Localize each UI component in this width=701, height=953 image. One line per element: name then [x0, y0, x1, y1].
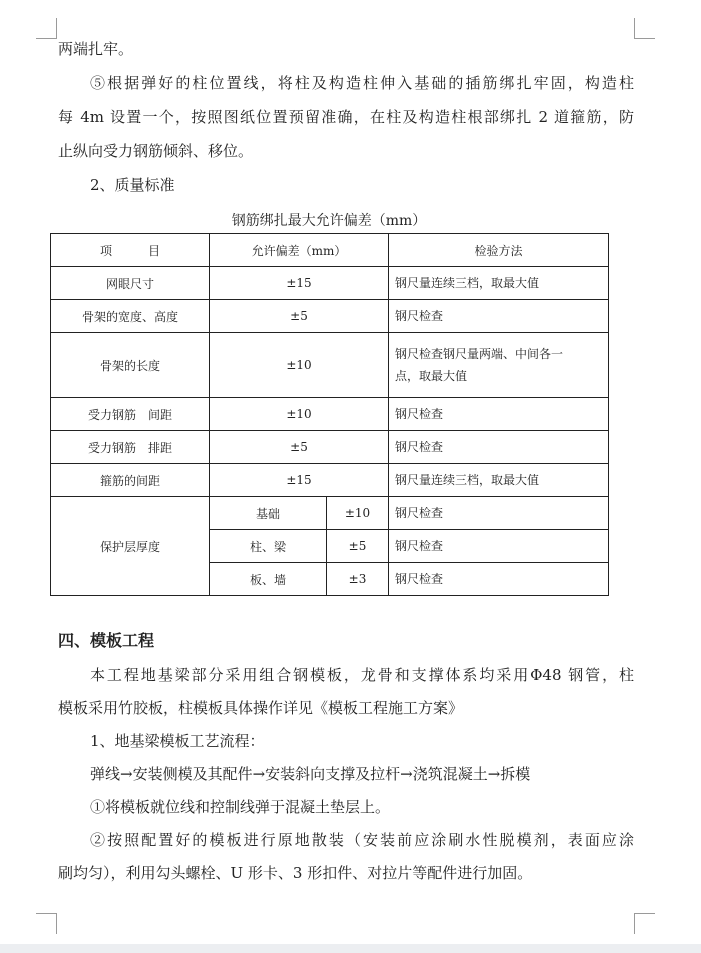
step-1: ①将模板就位线和控制线弹于混凝土垫层上。	[90, 798, 391, 816]
table-row	[51, 464, 609, 497]
row-tolerance: ±5	[210, 431, 389, 464]
step-2-line1: ②按照配置好的模板进行原地散装（安装前应涂刷水性脱模剂，表面应涂	[90, 831, 634, 849]
row-method: 钢尺量连续三档，取最大值	[389, 464, 609, 497]
crop-mark-bottom-left	[36, 913, 57, 934]
row-method: 钢尺量连续三档，取最大值	[389, 267, 609, 300]
row-tolerance: ±10	[210, 398, 389, 431]
process-flow: 弹线→安装侧模及其配件→安装斜向支撑及拉杆→浇筑混凝土→拆模	[90, 765, 531, 783]
row-tolerance: ±5	[210, 300, 389, 333]
subheading-flow: 1、地基梁模板工艺流程：	[90, 732, 265, 750]
cover-method: 钢尺检查	[389, 563, 609, 596]
section-heading-formwork: 四、模板工程	[58, 631, 155, 650]
row-item: 骨架的长度	[51, 333, 210, 398]
cover-tolerance: ±3	[327, 563, 389, 596]
paragraph-continuation: 两端扎牢。	[58, 40, 134, 58]
section-intro-line2: 模板采用竹胶板，柱模板具体操作详见《模板工程施工方案》	[58, 699, 464, 717]
tolerance-table	[50, 233, 609, 596]
paragraph-step5-line3: 止纵向受力钢筋倾斜、移位。	[58, 142, 254, 160]
row-item: 网眼尺寸	[51, 267, 210, 300]
header-item: 项 目	[51, 234, 210, 267]
row-tolerance: ±15	[210, 267, 389, 300]
table-header-row	[51, 234, 609, 267]
cover-method: 钢尺检查	[389, 530, 609, 563]
table-row	[51, 300, 609, 333]
row-item: 受力钢筋 间距	[51, 398, 210, 431]
paragraph-step5-line1: ⑤根据弹好的柱位置线，将柱及构造柱伸入基础的插筋绑扎牢固，构造柱	[90, 74, 634, 92]
cover-tolerance: ±10	[327, 497, 389, 530]
row-method: 钢尺检查	[389, 398, 609, 431]
table-row	[51, 431, 609, 464]
row-method: 钢尺检查	[389, 300, 609, 333]
quality-standard-heading: 2、质量标准	[90, 176, 175, 194]
section-intro-line1: 本工程地基梁部分采用组合钢模板，龙骨和支撑体系均采用Φ48 钢管，柱	[90, 666, 634, 684]
table-row	[51, 267, 609, 300]
cover-sub: 基础	[210, 497, 327, 530]
table-row	[51, 333, 609, 398]
row-method: 钢尺检查	[389, 431, 609, 464]
table-row-cover	[51, 497, 609, 530]
step-2-line2: 刷均匀），利用勾头螺栓、U 形卡、3 形扣件、对拉片等配件进行加固。	[58, 864, 533, 882]
table-caption: 钢筋绑扎最大允许偏差（mm）	[231, 213, 427, 229]
row-tolerance: ±15	[210, 464, 389, 497]
row-method-line1: 钢尺检查钢尺量两端、中间各一	[395, 347, 564, 361]
row-tolerance: ±10	[210, 333, 389, 398]
table-row	[51, 398, 609, 431]
header-method: 检验方法	[389, 234, 609, 267]
row-item: 骨架的宽度、高度	[51, 300, 210, 333]
header-tolerance: 允许偏差（mm）	[210, 234, 389, 267]
crop-mark-bottom-right	[634, 913, 655, 934]
row-item: 受力钢筋 排距	[51, 431, 210, 464]
window-bottom-strip	[0, 944, 701, 953]
cover-label: 保护层厚度	[51, 497, 210, 596]
crop-mark-top-right	[634, 18, 655, 39]
cover-tolerance: ±5	[327, 530, 389, 563]
cover-sub: 板、墙	[210, 563, 327, 596]
cover-method: 钢尺检查	[389, 497, 609, 530]
row-method-line2: 点，取最大值	[395, 369, 468, 383]
row-method	[389, 333, 609, 398]
cover-sub: 柱、梁	[210, 530, 327, 563]
row-item: 箍筋的间距	[51, 464, 210, 497]
crop-mark-top-left	[36, 18, 57, 39]
paragraph-step5-line2: 每 4m 设置一个，按照图纸位置预留准确，在柱及构造柱根部绑扎 2 道箍筋，防	[58, 108, 634, 126]
